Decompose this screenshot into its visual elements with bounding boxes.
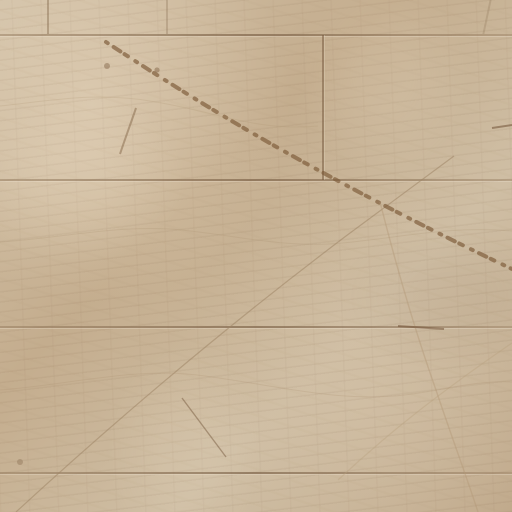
short-dark-scratch — [120, 108, 136, 154]
wood-knot-mark — [17, 459, 23, 465]
soft-grain-line — [0, 97, 318, 127]
short-dark-scratch — [398, 326, 444, 329]
wood-knot-mark — [154, 67, 159, 72]
faint-curved-scratch — [338, 343, 512, 480]
long-diagonal-scratch — [106, 42, 512, 269]
soft-grain-line — [0, 373, 512, 397]
faint-curved-scratch — [380, 202, 478, 512]
short-dark-scratch — [182, 398, 226, 457]
short-dark-scratch — [492, 125, 512, 128]
soft-grain-line — [0, 229, 512, 245]
wood-knot-mark — [104, 63, 110, 69]
